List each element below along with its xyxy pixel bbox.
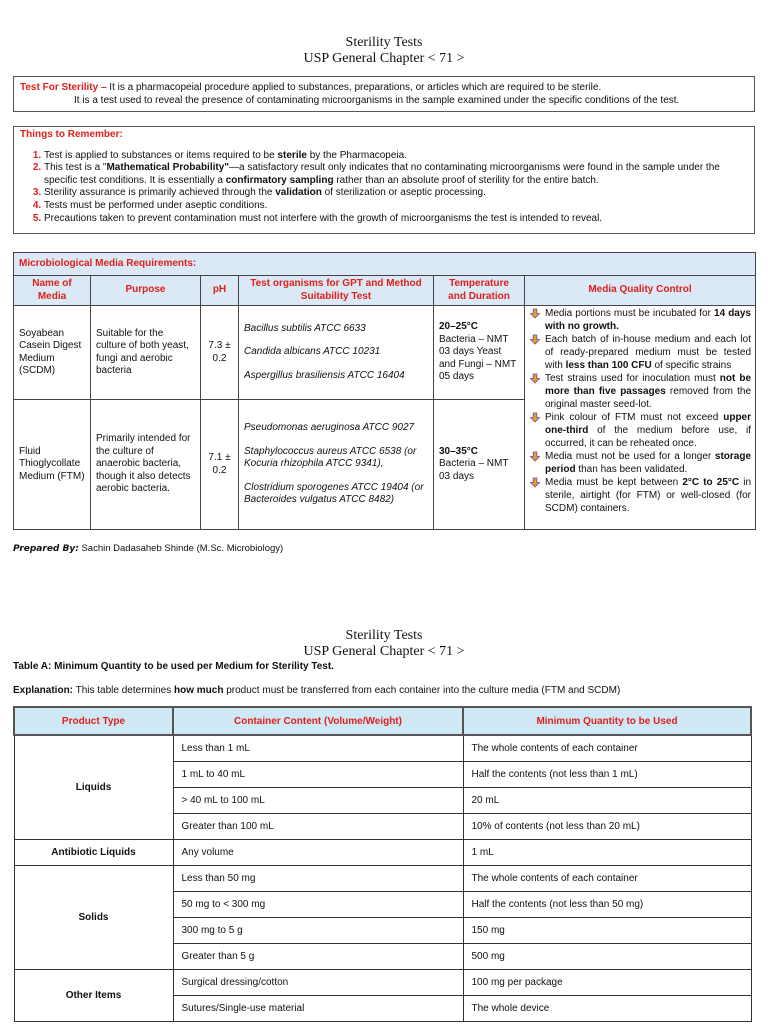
- list-item: Each batch of in-house medium and each lot of ready-prepared medium must be tested with less than 100 CFU of specific strains: [529, 333, 751, 372]
- media-quality-control: [525, 306, 756, 530]
- media-requirements-table: [13, 252, 756, 530]
- product-type: Other Items: [14, 970, 173, 1022]
- container-content: > 40 mL to 100 mL: [173, 788, 463, 814]
- list-item: Media must be kept between 2°C to 25°C in sterile, airtight (for FTM) or well-closed (for SCDM) containers.: [529, 476, 751, 515]
- container-content: Any volume: [173, 840, 463, 866]
- minimum-quantity: 1 mL: [463, 840, 751, 866]
- header-ph: pH: [201, 276, 239, 306]
- things-list: [20, 150, 748, 226]
- minimum-quantity: 500 mg: [463, 944, 751, 970]
- container-content: Greater than 100 mL: [173, 814, 463, 840]
- table-row: [14, 866, 751, 892]
- product-type: Solids: [14, 866, 173, 970]
- minimum-quantity: The whole contents of each container: [463, 735, 751, 762]
- definition-line2: It is a test used to reveal the presence of contaminating microorganisms in the sample examined under the specific conditions of the test.: [74, 94, 680, 106]
- explanation: Explanation: This table determines how much product must be transferred from each container into the culture media (FTM and SCDM): [13, 685, 621, 696]
- definition-line1: It is a pharmacopeial procedure applied to substances, preparations, or articles which are required to be sterile.: [109, 82, 602, 93]
- media-name: Fluid Thioglycollate Medium (FTM): [14, 400, 91, 530]
- arrow-down-icon: [529, 451, 541, 462]
- table-row: [14, 735, 751, 762]
- minimum-quantity: Half the contents (not less than 50 mg): [463, 892, 751, 918]
- page1-title: Sterility Tests: [345, 35, 423, 50]
- list-item: 1. Test is applied to substances or items required to be sterile by the Pharmacopeia.: [44, 150, 748, 163]
- list-item: 5. Precautions taken to prevent contamination must not interfere with the growth of microorganisms the test is intended to reveal.: [44, 213, 748, 226]
- media-ph: 7.1 ± 0.2: [201, 400, 239, 530]
- header-test-organisms: Test organisms for GPT and Method Suitability Test: [239, 276, 434, 306]
- minimum-quantity: The whole device: [463, 996, 751, 1022]
- list-item: Test strains used for inoculation must not be more than five passages removed from the original master seed-lot.: [529, 372, 751, 411]
- table-row: [14, 970, 751, 996]
- container-content: Sutures/Single-use material: [173, 996, 463, 1022]
- minimum-quantity-table: [13, 706, 752, 1022]
- arrow-down-icon: [529, 477, 541, 488]
- media-purpose: Suitable for the culture of both yeast, fungi and aerobic bacteria: [91, 306, 201, 400]
- definition-box: [13, 76, 755, 112]
- minimum-quantity: 20 mL: [463, 788, 751, 814]
- product-type: Antibiotic Liquids: [14, 840, 173, 866]
- media-table-caption: Microbiological Media Requirements:: [14, 253, 756, 276]
- table-a-title: Table A: Minimum Quantity to be used per Medium for Sterility Test.: [13, 661, 334, 672]
- list-item: 2. This test is a "Mathematical Probability"—a satisfactory result only indicates that no contaminating microorganisms were found in the sample under the specific test conditions. It is essentially a confirmatory sampling rather than an absolute proof of sterility for the entire batch.: [44, 162, 748, 187]
- things-box: [13, 126, 755, 234]
- definition-label: Test For Sterility –: [20, 82, 110, 93]
- header-container-content: Container Content (Volume/Weight): [173, 707, 463, 735]
- list-item: Media must not be used for a longer storage period than has been validated.: [529, 450, 751, 476]
- arrow-down-icon: [529, 373, 541, 384]
- header-product-type: Product Type: [14, 707, 173, 735]
- page2-subtitle: USP General Chapter < 71 >: [303, 644, 465, 659]
- minimum-quantity: 100 mg per package: [463, 970, 751, 996]
- media-ph: 7.3 ± 0.2: [201, 306, 239, 400]
- arrow-down-icon: [529, 412, 541, 423]
- list-item: 4. Tests must be performed under aseptic conditions.: [44, 200, 748, 213]
- media-organisms: Bacillus subtilis ATCC 6633 Candida albicans ATCC 10231 Aspergillus brasiliensis ATCC 16404: [239, 306, 434, 400]
- media-temperature: 20–25°C Bacteria – NMT 03 days Yeast and Fungi – NMT 05 days: [434, 306, 525, 400]
- header-purpose: Purpose: [91, 276, 201, 306]
- minimum-quantity: 150 mg: [463, 918, 751, 944]
- arrow-down-icon: [529, 308, 541, 319]
- container-content: Less than 1 mL: [173, 735, 463, 762]
- table-row: [14, 306, 756, 400]
- minimum-quantity: 10% of contents (not less than 20 mL): [463, 814, 751, 840]
- header-name-of-media: Name of Media: [14, 276, 91, 306]
- things-heading: Things to Remember:: [20, 129, 123, 140]
- container-content: Surgical dressing/cotton: [173, 970, 463, 996]
- media-temperature: 30–35°C Bacteria – NMT 03 days: [434, 400, 525, 530]
- list-item: Media portions must be incubated for 14 days with no growth.: [529, 307, 751, 333]
- prepared-by: Prepared By: Sachin Dadasaheb Shinde (M.Sc. Microbiology): [13, 543, 284, 554]
- container-content: Less than 50 mg: [173, 866, 463, 892]
- media-purpose: Primarily intended for the culture of anaerobic bacteria, though it also detects aerobic bacteria.: [91, 400, 201, 530]
- list-item: Pink colour of FTM must not exceed upper one-third of the medium before use, if occurred, it can be reheated once.: [529, 411, 751, 450]
- header-minimum-quantity: Minimum Quantity to be Used: [463, 707, 751, 735]
- list-item: 3. Sterility assurance is primarily achieved through the validation of sterilization or aseptic processing.: [44, 187, 748, 200]
- media-name: Soyabean Casein Digest Medium (SCDM): [14, 306, 91, 400]
- container-content: 300 mg to 5 g: [173, 918, 463, 944]
- header-temperature: Temperature and Duration: [434, 276, 525, 306]
- container-content: 1 mL to 40 mL: [173, 762, 463, 788]
- page2-title: Sterility Tests: [345, 628, 423, 643]
- minimum-quantity: The whole contents of each container: [463, 866, 751, 892]
- minimum-quantity: Half the contents (not less than 1 mL): [463, 762, 751, 788]
- header-media-quality-control: Media Quality Control: [525, 276, 756, 306]
- page1-subtitle: USP General Chapter < 71 >: [303, 51, 465, 66]
- media-organisms: Pseudomonas aeruginosa ATCC 9027 Staphylococcus aureus ATCC 6538 (or Kocuria rhizophila ATCC 9341), Clostridium sporogenes ATCC 19404 (or Bacteroides vulgatus ATCC 8482): [239, 400, 434, 530]
- container-content: Greater than 5 g: [173, 944, 463, 970]
- arrow-down-icon: [529, 334, 541, 345]
- container-content: 50 mg to < 300 mg: [173, 892, 463, 918]
- table-row: [14, 840, 751, 866]
- product-type: Liquids: [14, 735, 173, 840]
